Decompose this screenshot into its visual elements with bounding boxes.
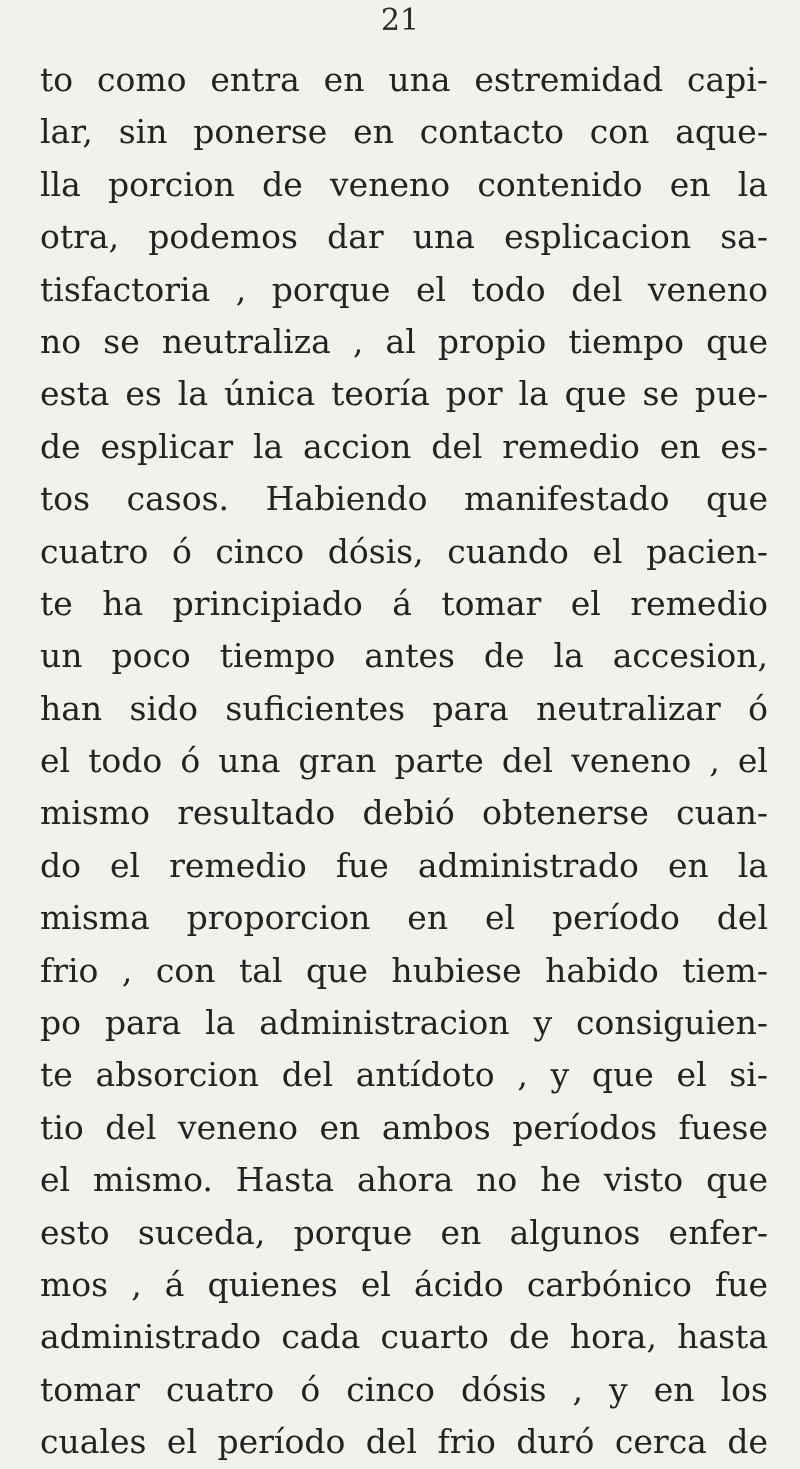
- text-line: el todo ó una gran parte del veneno , el: [40, 741, 768, 781]
- text-line: te ha principiado á tomar el remedio: [40, 583, 768, 623]
- text-line: tio del veneno en ambos períodos fuese: [40, 1107, 768, 1147]
- text-line: cuales el período del frio duró cerca de: [40, 1422, 768, 1462]
- text-line: un poco tiempo antes de la accesion,: [40, 636, 768, 676]
- text-line: tos casos. Habiendo manifestado que: [40, 479, 768, 519]
- text-line: el mismo. Hasta ahora no he visto que: [40, 1160, 768, 1200]
- text-line: lla porcion de veneno contenido en la: [40, 164, 768, 204]
- page-number: 21: [380, 3, 420, 38]
- text-line: otra, podemos dar una esplicacion sa-: [40, 217, 768, 257]
- text-line: po para la administracion y consiguien-: [40, 1003, 768, 1043]
- text-line: han sido suficientes para neutralizar ó: [40, 688, 768, 728]
- text-line: administrado cada cuarto de hora, hasta: [40, 1317, 768, 1357]
- text-line: lar, sin ponerse en contacto con aque-: [40, 112, 768, 152]
- text-line: frio , con tal que hubiese habido tiem-: [40, 950, 768, 990]
- text-line: esta es la única teoría por la que se pue-: [40, 374, 768, 414]
- text-line: de esplicar la accion del remedio en es-: [40, 426, 768, 466]
- text-line: do el remedio fue administrado en la: [40, 845, 768, 885]
- text-line: misma proporcion en el período del: [40, 898, 768, 938]
- text-line: tomar cuatro ó cinco dósis , y en los: [40, 1369, 768, 1409]
- text-line: mos , á quienes el ácido carbónico fue: [40, 1264, 768, 1304]
- text-line: to como entra en una estremidad capi-: [40, 60, 768, 99]
- body-text: [40, 54, 768, 1469]
- text-line: cuatro ó cinco dósis, cuando el pacien-: [40, 531, 768, 571]
- text-line: mismo resultado debió obtenerse cuan-: [40, 793, 768, 833]
- text-line: te absorcion del antídoto , y que el si-: [40, 1055, 768, 1095]
- text-line: no se neutraliza , al propio tiempo que: [40, 321, 768, 361]
- text-line: tisfactoria , porque el todo del veneno: [40, 269, 768, 309]
- text-line: esto suceda, porque en algunos enfer-: [40, 1212, 768, 1252]
